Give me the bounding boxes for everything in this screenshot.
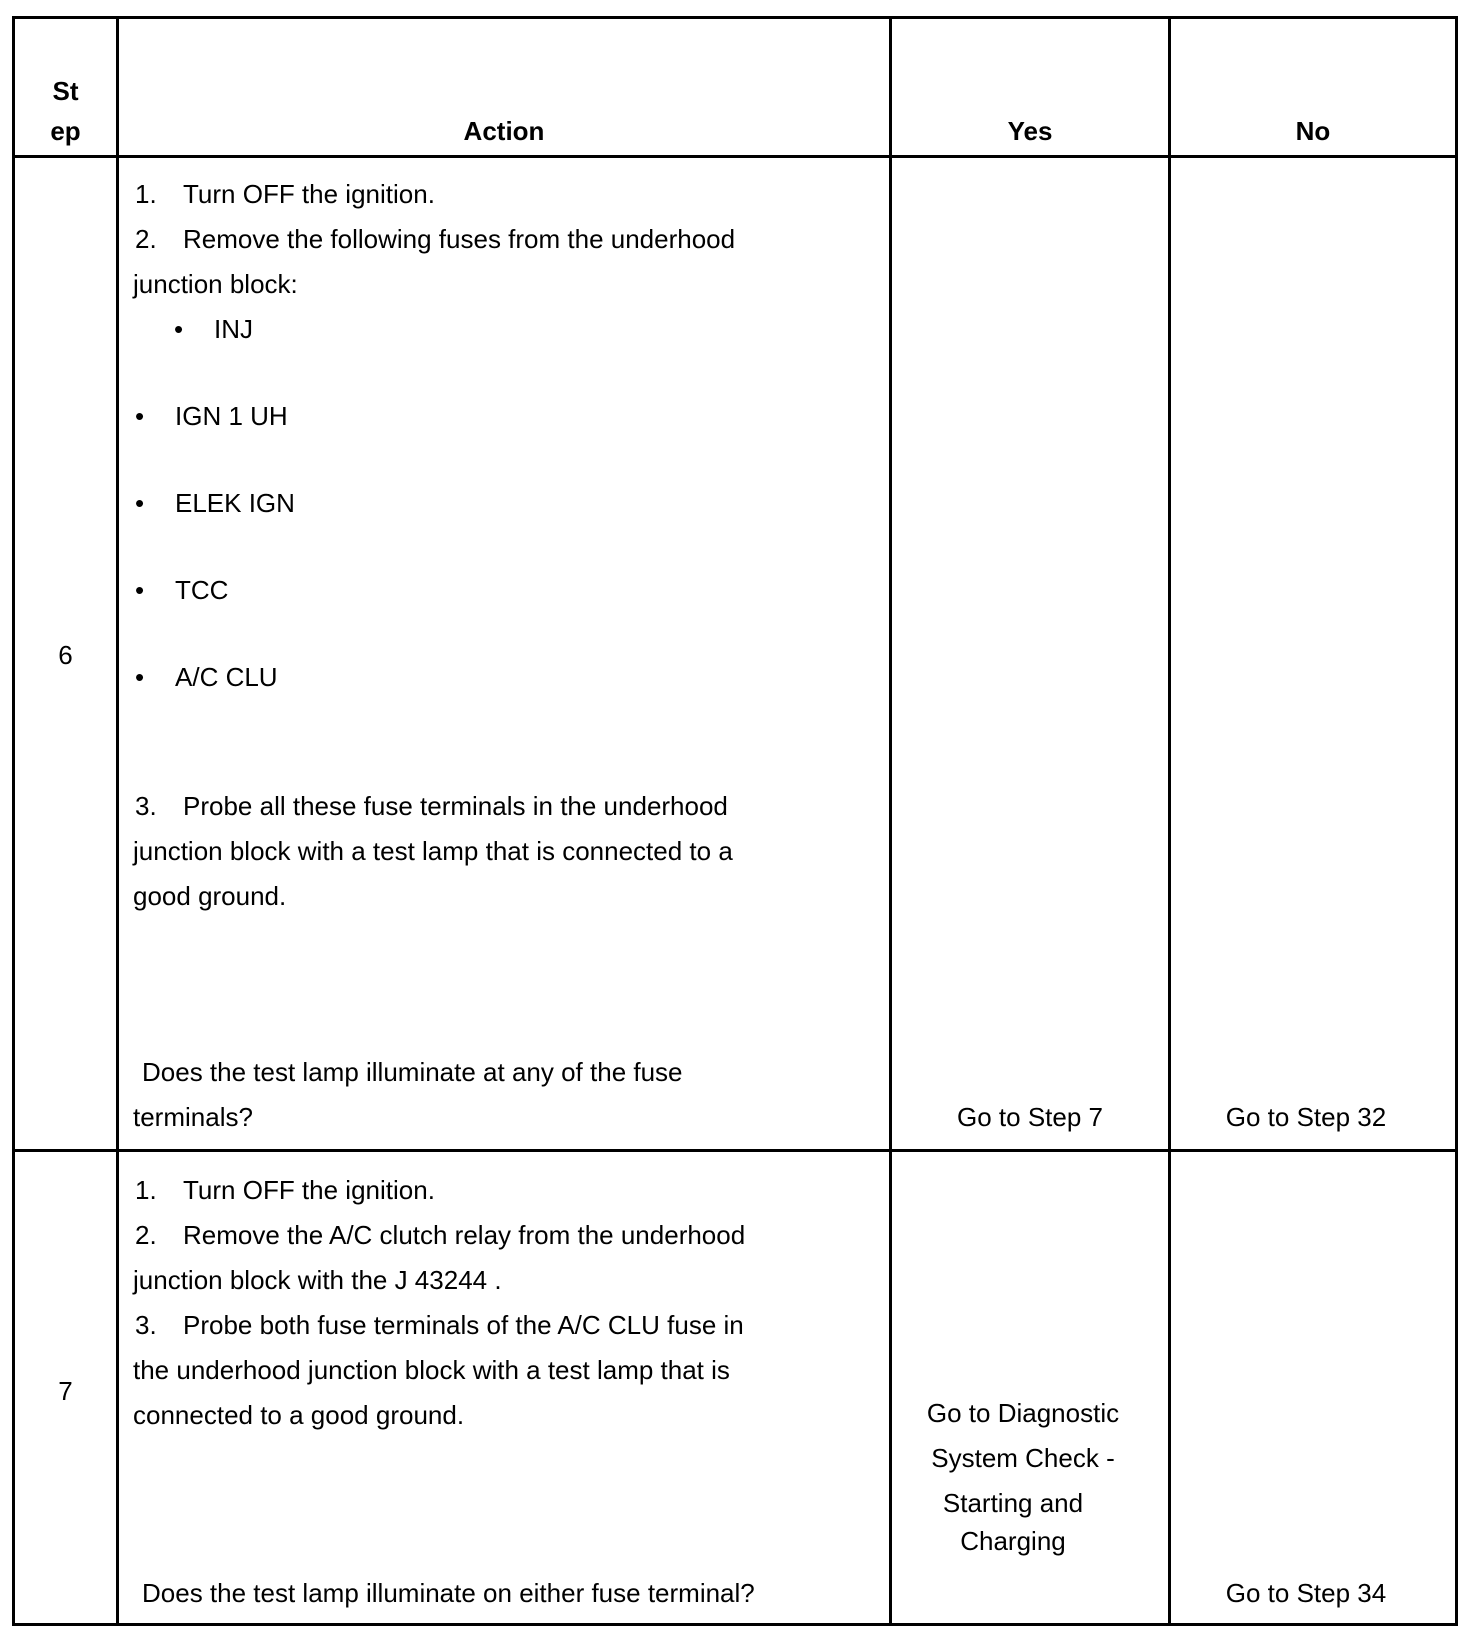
yes-result: Go to Step 7 xyxy=(957,1102,1103,1132)
action-text: Turn OFF the ignition. xyxy=(183,1175,435,1205)
column-divider xyxy=(1168,19,1171,1623)
fuse-list-item xyxy=(135,394,288,439)
question-text: terminals? xyxy=(133,1102,253,1132)
yes-result-line: Go to Diagnostic xyxy=(926,1398,1120,1428)
fuse-name: TCC xyxy=(175,575,229,605)
action-text: Probe all these fuse terminals in the underhood xyxy=(183,791,728,821)
bullet-icon: • xyxy=(174,314,184,344)
yes-result-line: Starting and xyxy=(942,1488,1084,1518)
bullet-icon: • xyxy=(135,401,145,431)
action-text: Turn OFF the ignition. xyxy=(183,179,435,209)
fuse-list-item xyxy=(135,481,295,526)
action-text: Probe both fuse terminals of the A/C CLU fuse in xyxy=(183,1310,744,1340)
header-action: Action xyxy=(463,116,545,146)
action-text-continued: connected to a good ground. xyxy=(133,1400,465,1430)
bullet-icon: • xyxy=(135,575,145,605)
header-step-line1: St xyxy=(52,76,79,106)
header-yes: Yes xyxy=(1007,116,1053,146)
action-text-continued: junction block: xyxy=(133,269,298,299)
yes-result-line: System Check - xyxy=(931,1443,1115,1473)
fuse-name: IGN 1 UH xyxy=(175,401,288,431)
fuse-name: ELEK IGN xyxy=(175,488,295,518)
action-text-continued: junction block with the J 43244 . xyxy=(133,1265,502,1295)
action-item xyxy=(135,1303,744,1348)
diagnostic-table xyxy=(12,16,1458,1626)
yes-result-line: Charging xyxy=(960,1526,1066,1556)
step-number: 7 xyxy=(58,1376,73,1406)
action-item xyxy=(135,1168,435,1213)
header-no: No xyxy=(1295,116,1331,146)
no-result: Go to Step 32 xyxy=(1225,1102,1387,1132)
no-result: Go to Step 34 xyxy=(1225,1578,1387,1608)
fuse-list-item xyxy=(135,655,278,700)
action-item xyxy=(135,784,728,829)
header-step xyxy=(15,71,116,151)
fuse-name: INJ xyxy=(214,314,253,344)
column-divider xyxy=(116,19,119,1623)
action-text-continued: junction block with a test lamp that is connected to a xyxy=(133,836,733,866)
action-number: 2. xyxy=(135,1220,157,1250)
action-number: 3. xyxy=(135,791,157,821)
action-text-continued: the underhood junction block with a test lamp that is xyxy=(133,1355,730,1385)
action-item xyxy=(135,172,435,217)
action-number: 2. xyxy=(135,224,157,254)
action-number: 3. xyxy=(135,1310,157,1340)
question-text: Does the test lamp illuminate at any of the fuse xyxy=(142,1057,683,1087)
step-number: 6 xyxy=(58,640,73,670)
bullet-icon: • xyxy=(135,488,145,518)
action-number: 1. xyxy=(135,179,157,209)
question-text: Does the test lamp illuminate on either fuse terminal? xyxy=(142,1578,755,1608)
action-text: Remove the A/C clutch relay from the underhood xyxy=(183,1220,746,1250)
fuse-name: A/C CLU xyxy=(175,662,278,692)
row-divider xyxy=(15,1149,1455,1152)
action-number: 1. xyxy=(135,1175,157,1205)
action-item xyxy=(135,1213,745,1258)
bullet-icon: • xyxy=(135,662,145,692)
fuse-list-item xyxy=(135,568,228,613)
column-divider xyxy=(889,19,892,1623)
fuse-list-item xyxy=(174,307,253,352)
header-step-line2: ep xyxy=(50,116,81,146)
action-text: Remove the following fuses from the underhood xyxy=(183,224,736,254)
action-item xyxy=(135,217,735,262)
row-divider xyxy=(15,155,1455,158)
action-text-continued: good ground. xyxy=(133,881,287,911)
